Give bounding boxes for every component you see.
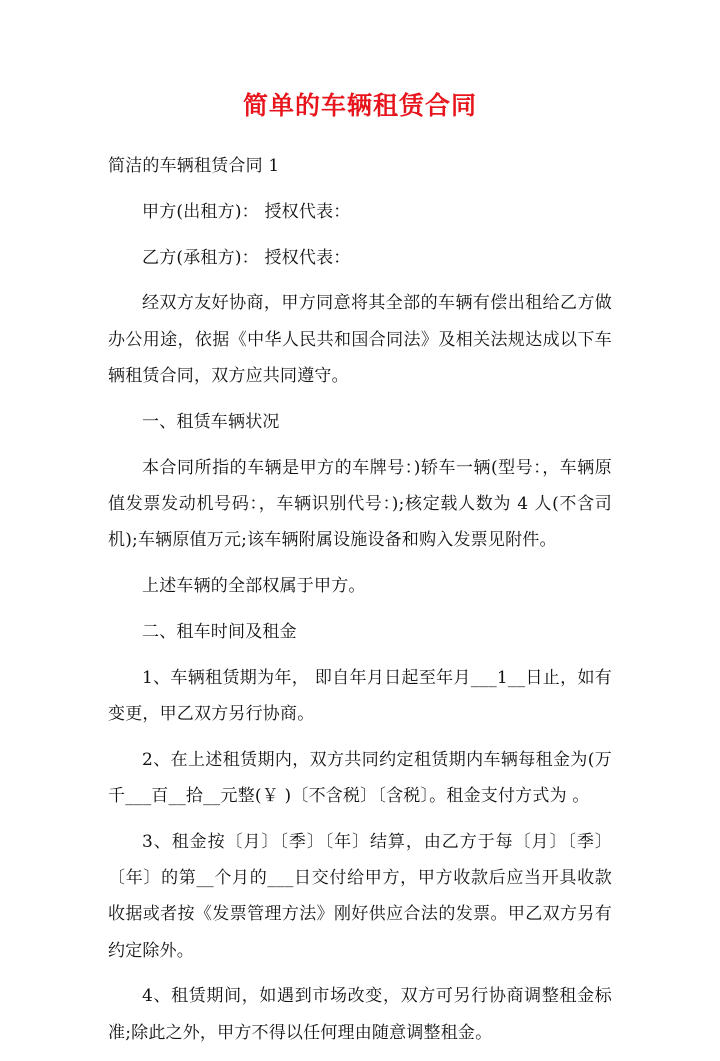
party-a-line: 甲方(出租方)： 授权代表： (142, 201, 351, 222)
section-heading-rental-term: 二、租车时间及租金 (142, 621, 297, 642)
ownership-paragraph: 上述车辆的全部权属于甲方。 (142, 575, 366, 596)
document-body (108, 148, 612, 1061)
document-title: 简单的车辆租赁合同 (242, 91, 477, 120)
clause-3-paragraph: 3、租金按〔月〕〔季〕〔年〕结算，由乙方于每〔月〕〔季〕〔年〕的第__个月的___日交付给甲方，甲方收款后应当开具收款收据或者按《发票管理方法》刚好供应合法的发票。甲乙双方另有约定除外。 (108, 831, 612, 961)
clause-4-paragraph: 4、租赁期间，如遇到市场改变，双方可另行协商调整租金标准;除此之外，甲方不得以任何理由随意调整租金。 (108, 986, 612, 1043)
clause-2-paragraph: 2、在上述租赁期内，双方共同约定租赁期内车辆每租金为(万千___百__拾__元整(￥ )〔不含税〕〔含税〕。租金支付方式为 。 (108, 749, 612, 806)
vehicle-details-paragraph: 本合同所指的车辆是甲方的车牌号：)轿车一辆(型号：，车辆原值发票发动机号码：，车辆识别代号：);核定载人数为 4 人(不含司机);车辆原值万元;该车辆附属设施设备和购入发票见附件。 (108, 457, 612, 551)
preamble-paragraph: 经双方友好协商，甲方同意将其全部的车辆有偿出租给乙方做办公用途，依据《中华人民共和国合同法》及相关法规达成以下车辆租赁合同，双方应共同遵守。 (108, 293, 612, 386)
section-heading-vehicle-status: 一、租赁车辆状况 (142, 411, 280, 432)
party-b-line: 乙方(承租方)： 授权代表： (142, 247, 351, 268)
clause-1-paragraph: 1、车辆租赁期为年， 即自年月日起至年月___1__日止，如有变更，甲乙双方另行协商。 (108, 667, 612, 724)
document-subtitle: 简洁的车辆租赁合同 1 (108, 156, 280, 176)
